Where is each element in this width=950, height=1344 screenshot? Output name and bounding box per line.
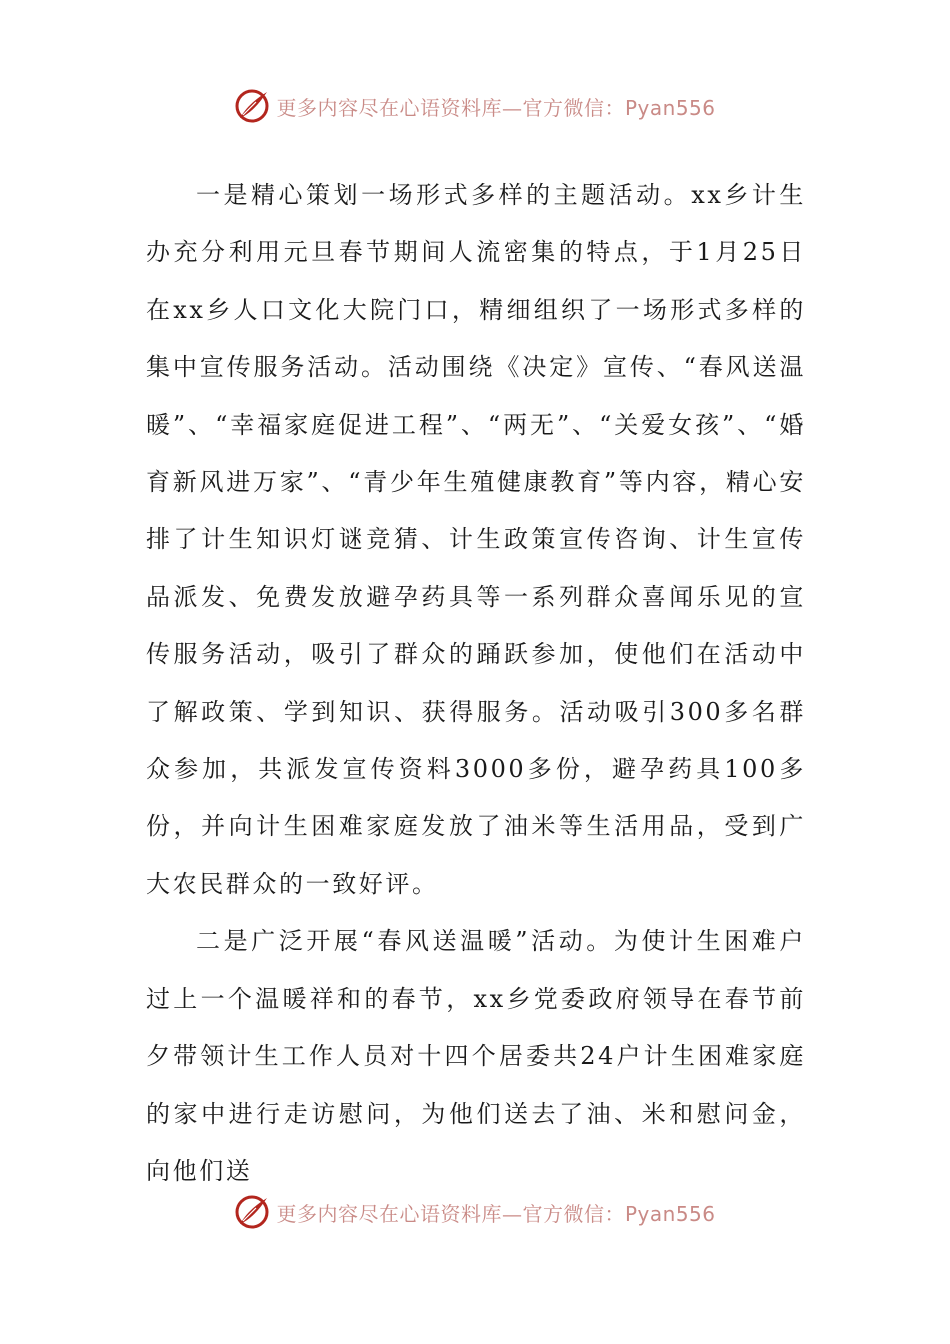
banner-official-label: 官方微信： bbox=[522, 1201, 625, 1226]
banner-main-text: 更多内容尽在心语资料库 bbox=[276, 95, 502, 120]
banner-wechat-id: Pyan556 bbox=[624, 1201, 716, 1226]
document-body bbox=[146, 167, 806, 1200]
quill-pen-logo-icon bbox=[234, 1194, 270, 1230]
banner-official-label: 官方微信： bbox=[522, 95, 625, 120]
footer-banner bbox=[0, 1190, 950, 1234]
banner-dash: — bbox=[501, 95, 523, 120]
banner-main-text: 更多内容尽在心语资料库 bbox=[276, 1201, 502, 1226]
paragraph-2: 二是广泛开展“春风送温暖”活动。为使计生困难户过上一个温暖祥和的春节，xx乡党委政府领导在春节前夕带领计生工作人员对十四个居委共24户计生困难家庭的家中进行走访慰问，为他们送去了油、米和慰问金，向他们送 bbox=[146, 927, 806, 1185]
banner-wechat-id: Pyan556 bbox=[624, 95, 716, 120]
quill-pen-logo-icon bbox=[234, 88, 270, 124]
paragraph-1: 一是精心策划一场形式多样的主题活动。xx乡计生办充分利用元旦春节期间人流密集的特点，于1月25日在xx乡人口文化大院门口，精细组织了一场形式多样的集中宣传服务活动。活动围绕《决定》宣传、“春风送温暖”、“幸福家庭促进工程”、“两无”、“关爱女孩”、“婚育新风进万家”、“青少年生殖健康教育”等内容，精心安排了计生知识灯谜竞猜、计生政策宣传咨询、计生宣传品派发、免费发放避孕药具等一系列群众喜闻乐见的宣传服务活动，吸引了群众的踊跃参加，使他们在活动中了解政策、学到知识、获得服务。活动吸引300多名群众参加，共派发宣传资料3000多份，避孕药具100多份，并向计生困难家庭发放了油米等生活用品，受到广大农民群众的一致好评。 bbox=[146, 181, 806, 898]
banner-text bbox=[276, 92, 715, 121]
header-banner bbox=[0, 84, 950, 128]
banner-text bbox=[276, 1198, 715, 1227]
banner-dash: — bbox=[501, 1201, 523, 1226]
